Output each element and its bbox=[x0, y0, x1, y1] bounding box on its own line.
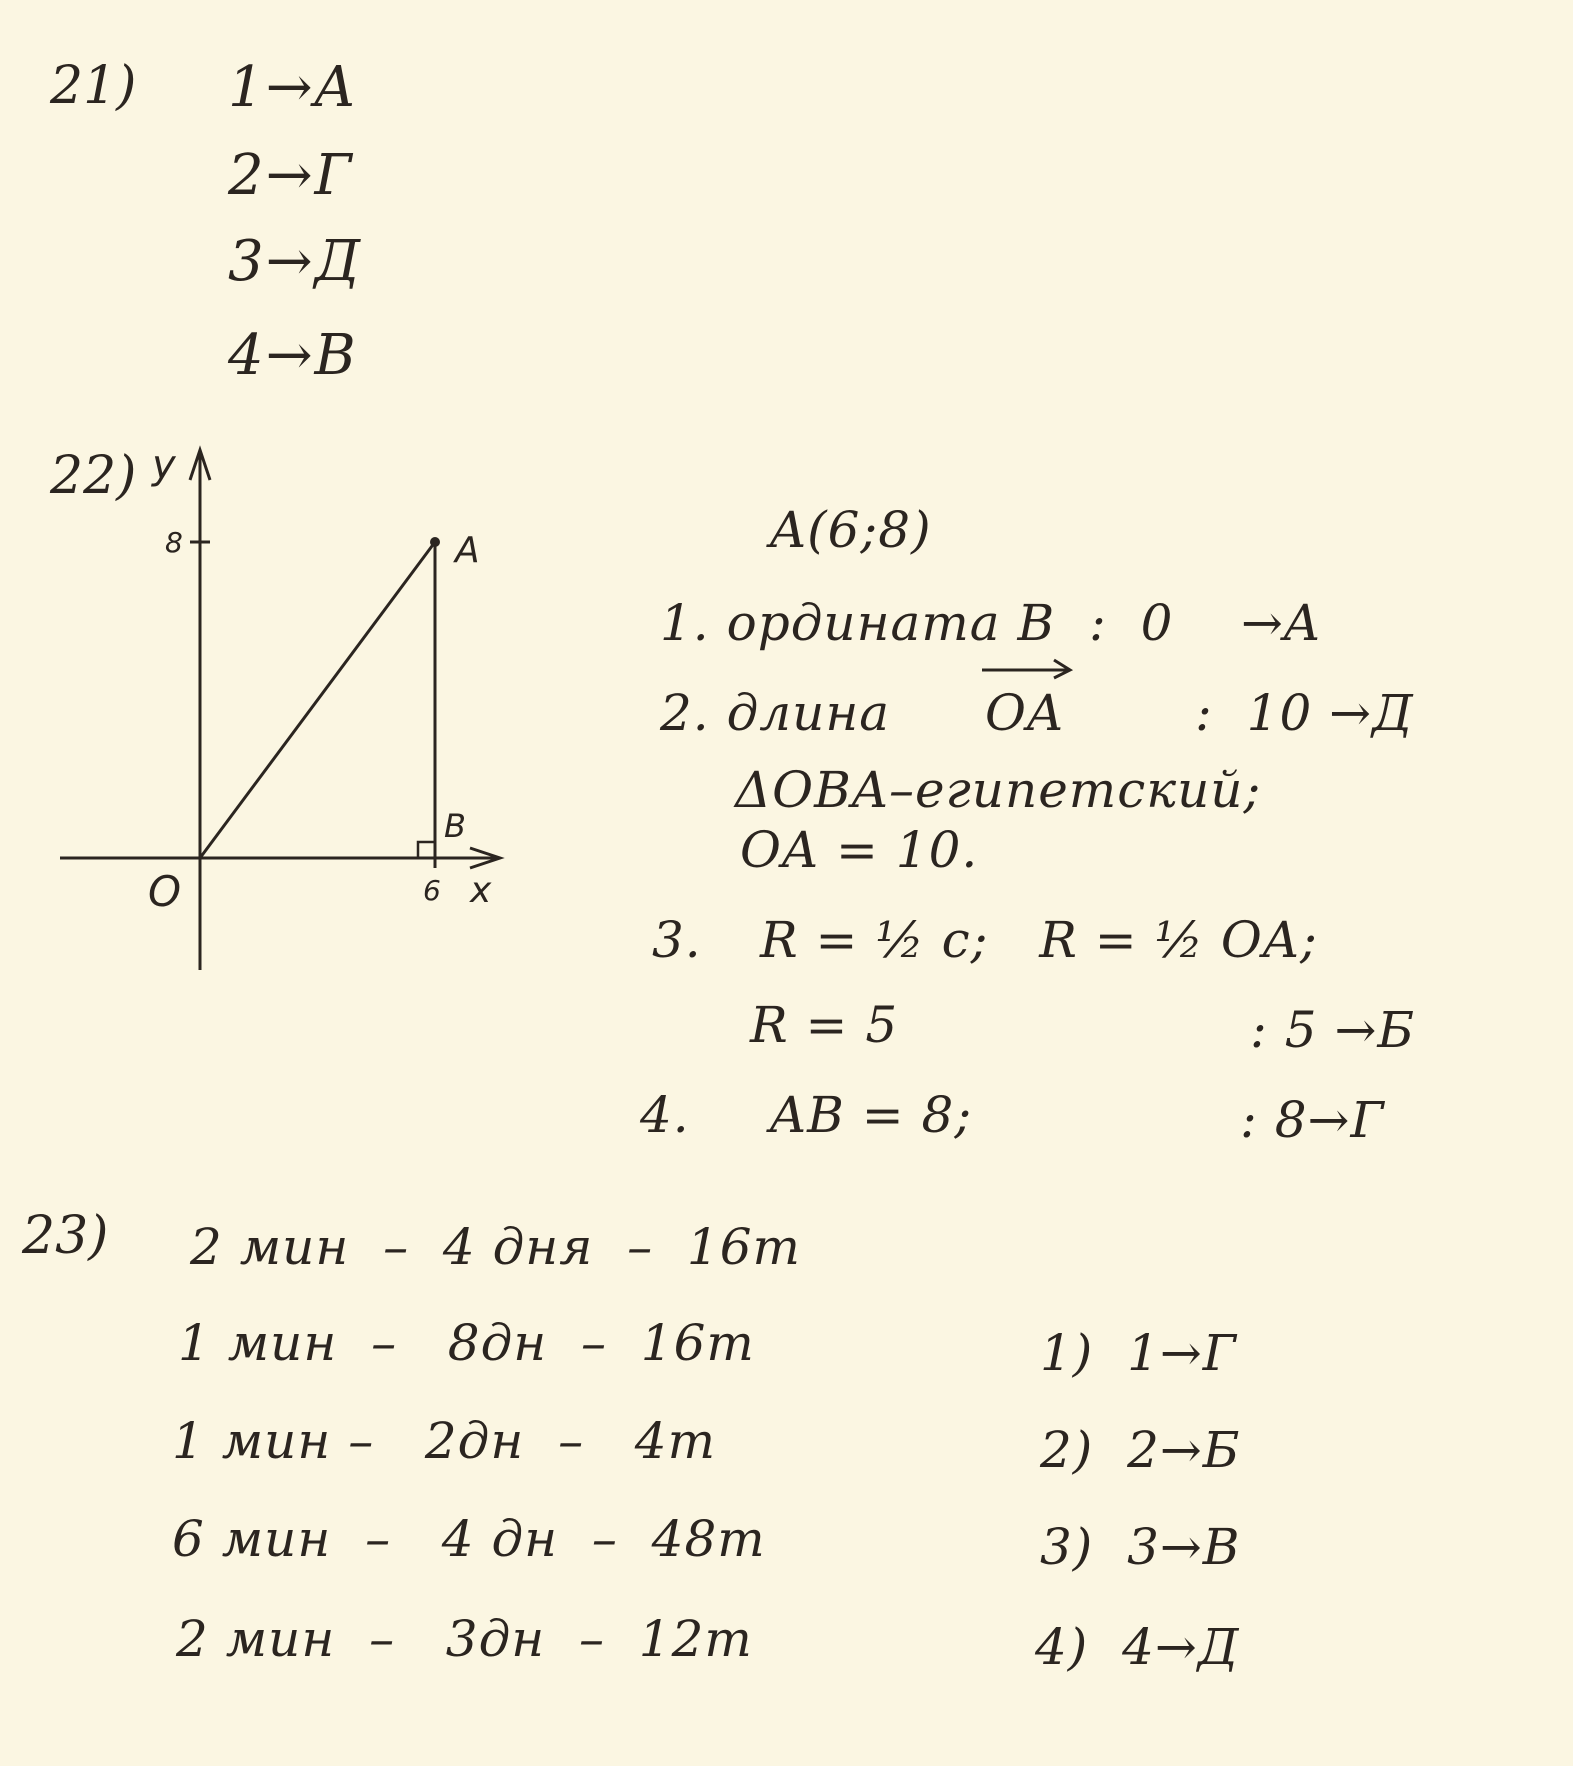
solution-line-6-value: : 5 →Б bbox=[1250, 1001, 1416, 1059]
vector-oa: OA bbox=[985, 684, 1065, 742]
task22-number: 22) bbox=[50, 446, 137, 506]
task23-answer-3: 3) 3→B bbox=[1040, 1518, 1241, 1576]
coordinate-graph bbox=[40, 440, 520, 980]
solution-line-7-number: 4. bbox=[640, 1086, 690, 1144]
solution-line-1: 1. ордината B : 0 →A bbox=[660, 594, 1322, 652]
y-tick-label: 8 bbox=[165, 526, 183, 559]
task21-number: 21) bbox=[50, 56, 137, 116]
x-tick-label: 6 bbox=[423, 874, 441, 907]
y-axis-label: y bbox=[152, 442, 176, 488]
solution-line-2-value: : 10 →Д bbox=[1195, 684, 1414, 742]
solution-line-5-number: 3. bbox=[652, 911, 702, 969]
task23-answer-2: 2) 2→Б bbox=[1040, 1421, 1241, 1479]
task23-answer-4: 4) 4→Д bbox=[1035, 1618, 1240, 1676]
task21-answer-1: 1→A bbox=[228, 55, 357, 120]
segment-oa bbox=[200, 542, 435, 858]
point-a-label: A bbox=[455, 530, 480, 571]
origin-label: O bbox=[148, 867, 182, 916]
task21-answer-4: 4→B bbox=[228, 323, 358, 388]
point-coordinates: A(6;8) bbox=[770, 501, 932, 559]
solution-line-2-label: 2. длина bbox=[660, 684, 891, 742]
point-b-label: B bbox=[444, 807, 466, 845]
task23-row-2: 1 мин – 8дн – 16т bbox=[178, 1314, 755, 1372]
task23-answer-1: 1) 1→Г bbox=[1040, 1324, 1237, 1382]
solution-line-7-value: : 8→Г bbox=[1240, 1091, 1385, 1149]
solution-line-3: ΔOBA–египетский; bbox=[735, 761, 1262, 819]
task23-row-3: 1 мин – 2дн – 4т bbox=[172, 1412, 716, 1470]
solution-line-5-expr: R = ½ c; R = ½ OA; bbox=[760, 911, 1318, 969]
solution-line-6: R = 5 bbox=[750, 996, 899, 1054]
solution-line-7-expr: AB = 8; bbox=[770, 1086, 973, 1144]
point-a-dot bbox=[430, 537, 440, 547]
task21-answer-3: 3→Д bbox=[228, 229, 363, 294]
right-angle-mark bbox=[418, 842, 435, 858]
task23-row-5: 2 мин – 3дн – 12т bbox=[176, 1610, 753, 1668]
x-axis-label: x bbox=[470, 870, 492, 911]
vector-arrow-icon bbox=[980, 656, 1075, 680]
task21-answer-2: 2→Г bbox=[228, 143, 354, 208]
coordinate-graph-svg bbox=[40, 440, 520, 980]
task23-number: 23) bbox=[22, 1206, 109, 1266]
task23-row-1: 2 мин – 4 дня – 16т bbox=[190, 1218, 801, 1276]
task23-row-4: 6 мин – 4 дн – 48т bbox=[172, 1510, 766, 1568]
solution-line-4: OA = 10. bbox=[740, 821, 979, 879]
